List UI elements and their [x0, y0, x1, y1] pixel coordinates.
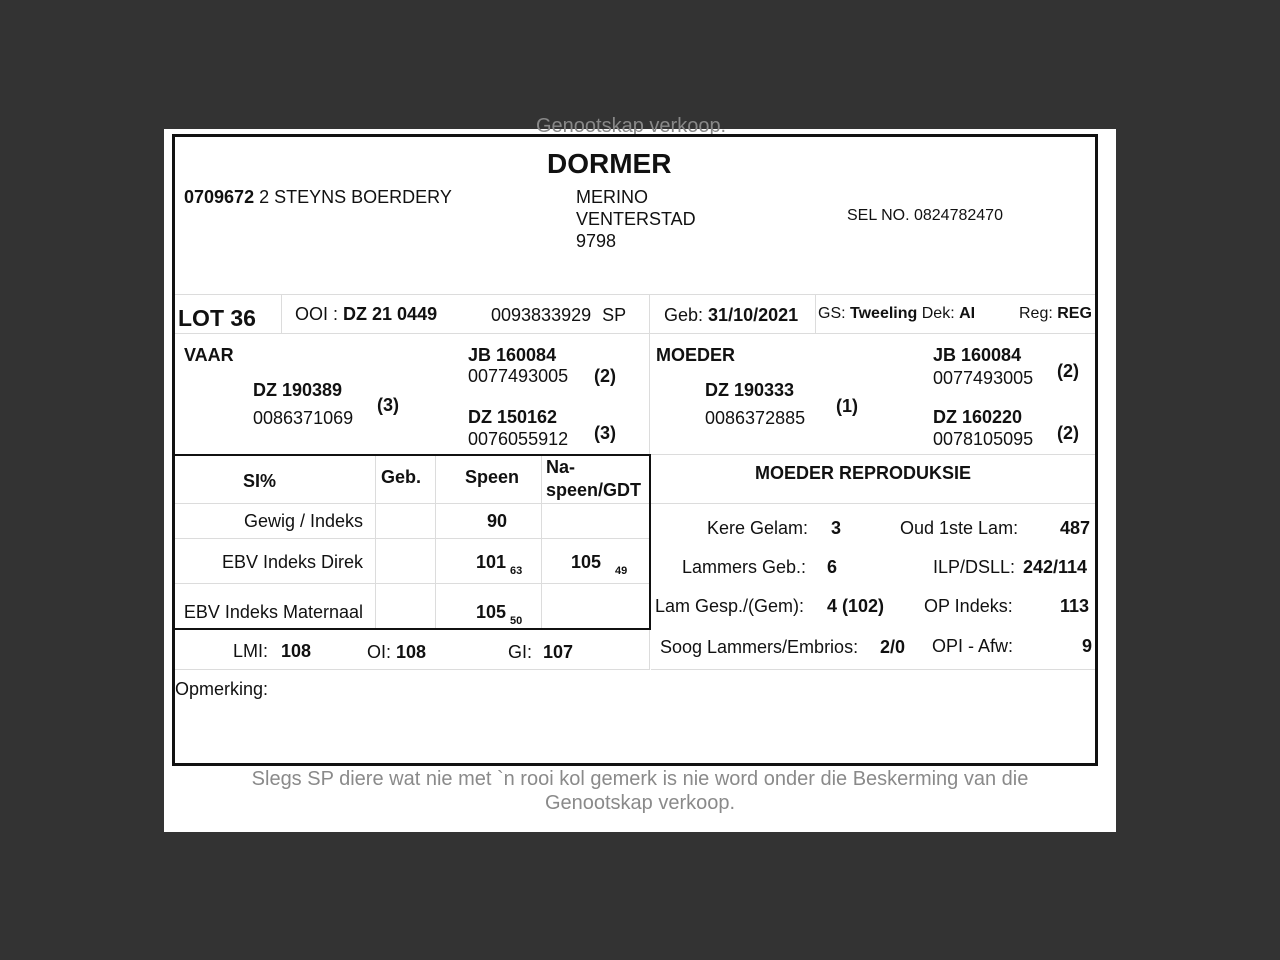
row-gewig-speen: 90 [487, 511, 508, 531]
vaar-main-count: (3) [377, 395, 399, 415]
oud-label: Oud 1ste Lam: [900, 518, 1019, 538]
vaar-top-count: (2) [594, 366, 616, 386]
gi-field [508, 642, 573, 662]
watermark-top: Genootskap verkoop. [536, 115, 727, 137]
oi-value: 108 [396, 642, 427, 662]
op-label: OP Indeks: [924, 596, 1013, 616]
vaar-bottom-number: 0076055912 [468, 429, 569, 449]
seller-line [184, 187, 452, 207]
moeder-label: MOEDER [656, 345, 736, 365]
id-field [491, 305, 626, 325]
si-header: SI% [243, 471, 277, 491]
geb-field [664, 305, 798, 325]
geb-value: 31/10/2021 [708, 305, 799, 325]
address-line1: MERINO [576, 187, 648, 207]
auction-sheet [164, 115, 1116, 832]
row-label-maternaal: EBV Indeks Maternaal [183, 602, 363, 622]
dek-value: AI [959, 305, 976, 322]
lmi-value: 108 [281, 641, 312, 661]
footer-note-line1: Slegs SP diere wat nie met `n rooi kol gemerk is nie word onder die Beskerming van die [251, 768, 1029, 790]
reproduksie-title: MOEDER REPRODUKSIE [755, 463, 972, 483]
address-line2: VENTERSTAD [576, 209, 696, 229]
sel-no: SEL NO. 0824782470 [847, 207, 1003, 224]
seller-code: 0709672 [184, 187, 255, 207]
footer-note-line2: Genootskap verkoop. [544, 792, 736, 814]
row-maternaal-speen [476, 602, 522, 625]
lot-number: LOT 36 [178, 305, 256, 331]
lammers-value: 6 [827, 557, 838, 577]
lot-card [172, 134, 1098, 766]
id-number: 0093833929 [491, 305, 592, 325]
row-maternaal-speen-sub: 50 [510, 615, 523, 627]
lmi-field [233, 641, 311, 661]
moeder-main-id: DZ 190333 [705, 380, 795, 400]
row-direk-speen-value: 101 [476, 552, 507, 572]
ilp-label: ILP/DSLL: [933, 557, 1016, 577]
kere-label: Kere Gelam: [707, 518, 809, 538]
ooi-label: OOI : [295, 304, 339, 324]
soog-value: 2/0 [880, 637, 906, 657]
reg-label: Reg: [1019, 305, 1053, 322]
kere-value: 3 [831, 518, 842, 538]
lam-gesp-value: 4 (102) [827, 596, 885, 616]
naspeen-header-line1: Na- [546, 457, 576, 477]
moeder-bottom-id: DZ 160220 [933, 407, 1023, 427]
opmerking-label: Opmerking: [175, 679, 269, 699]
opi-value: 9 [1082, 636, 1093, 656]
vaar-main-number: 0086371069 [253, 408, 354, 428]
vaar-top-number: 0077493005 [468, 366, 569, 386]
naspeen-header-line2: speen/GDT [546, 480, 642, 500]
gs-dek-field [818, 304, 975, 324]
speen-header: Speen [465, 467, 520, 487]
gi-value: 107 [543, 642, 574, 662]
moeder-top-number: 0077493005 [933, 368, 1034, 388]
vaar-main-id: DZ 190389 [253, 380, 343, 400]
vaar-label: VAAR [184, 345, 234, 365]
gs-value: Tweeling [850, 305, 918, 322]
opi-label: OPI - Afw: [932, 636, 1014, 656]
vaar-top-id: JB 160084 [468, 345, 557, 365]
moeder-top-count: (2) [1057, 361, 1079, 381]
ilp-value: 242/114 [1023, 557, 1088, 577]
moeder-bottom-number: 0078105095 [933, 429, 1034, 449]
vaar-bottom-count: (3) [594, 423, 616, 443]
moeder-top-id: JB 160084 [933, 345, 1022, 365]
dek-label: Dek: [921, 305, 955, 322]
moeder-main-count: (1) [836, 396, 858, 416]
geb-label: Geb: [664, 305, 704, 325]
oi-label: OI: [367, 642, 392, 662]
row-direk-speen [476, 552, 522, 575]
gs-label: GS: [818, 305, 846, 322]
soog-label: Soog Lammers/Embrios: [660, 637, 859, 657]
gi-label: GI: [508, 642, 533, 662]
oi-field [367, 642, 426, 662]
geb-header: Geb. [381, 467, 422, 487]
reg-field [1019, 304, 1092, 324]
breed-title: DORMER [547, 148, 672, 179]
moeder-bottom-count: (2) [1057, 423, 1079, 443]
reg-value: REG [1057, 305, 1092, 322]
lmi-label: LMI: [233, 641, 269, 661]
row-label-direk: EBV Indeks Direk [221, 552, 363, 572]
row-direk-naspeen [571, 552, 627, 575]
row-direk-naspeen-sub: 49 [615, 565, 628, 577]
row-label-gewig: Gewig / Indeks [243, 511, 363, 531]
row-direk-speen-sub: 63 [510, 565, 523, 577]
seller-name: 2 STEYNS BOERDERY [259, 187, 452, 207]
address-line3: 9798 [576, 231, 617, 251]
op-value: 113 [1060, 596, 1090, 616]
ooi-field [295, 304, 437, 324]
lam-gesp-label: Lam Gesp./(Gem): [655, 596, 805, 616]
ooi-value: DZ 21 0449 [343, 304, 438, 324]
oud-value: 487 [1060, 518, 1091, 538]
id-suffix: SP [602, 305, 627, 325]
row-maternaal-speen-value: 105 [476, 602, 507, 622]
lammers-label: Lammers Geb.: [682, 557, 807, 577]
moeder-main-number: 0086372885 [705, 408, 806, 428]
vaar-bottom-id: DZ 150162 [468, 407, 558, 427]
row-direk-naspeen-value: 105 [571, 552, 602, 572]
